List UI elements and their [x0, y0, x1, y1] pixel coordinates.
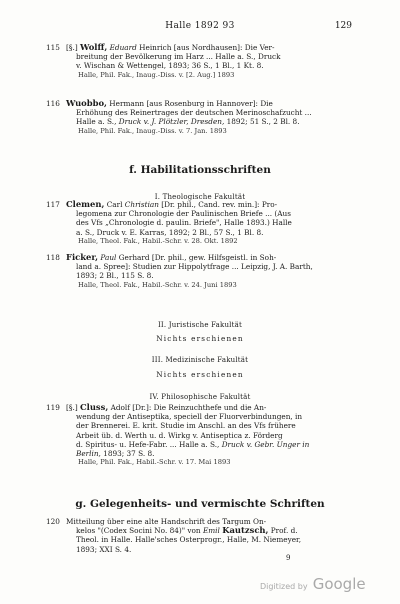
entry-line: der Brennerei. E. krit. Studie im Anschl. an des Vfs frühere — [76, 421, 296, 431]
entry-line: 1893; 2 Bl., 115 S. 8. — [76, 271, 154, 281]
entry-line: Wuobbo, Hermann [aus Rosenburg in Hannover]: Die — [66, 98, 273, 108]
entry-line: Halle a. S., Druck v. J. Plötzler, Dresden, 1892; 51 S., 2 Bl. 8. — [76, 117, 300, 127]
faculty-philosophy-heading: IV. Philosophische Fakultät — [149, 393, 251, 401]
italic-text: Paul — [100, 253, 117, 262]
author-surname: Cluss, — [79, 402, 109, 412]
author-surname: Kautzsch, — [222, 525, 269, 536]
italic-text: Druck v. Gebr. Unger in — [221, 439, 310, 449]
entry-line: breitung der Bevölkerung im Harz ... Halle a. S., Druck — [76, 52, 281, 62]
author-surname: Wolff, — [79, 42, 108, 52]
entry-120 — [46, 517, 362, 554]
entry-117 — [46, 199, 362, 246]
entry-faculty-note: Halle, Phil. Fak., Habil.-Schr. v. 17. Mai 1893 — [78, 458, 231, 467]
section-gelegenheitsschriften — [0, 492, 400, 511]
entry-number: 115 — [46, 43, 60, 52]
italic-text: Druck v. J. Plötzler, Dresden, — [118, 117, 225, 127]
signature-mark: 9 — [286, 554, 291, 562]
entry-number: 118 — [46, 253, 60, 262]
entry-line: [§.] Wolff, Eduard Heinrich [aus Nordhausen]: Die Ver- — [66, 42, 275, 52]
entry-118 — [46, 252, 362, 290]
entry-line: Ficker, Paul Gerhard [Dr. phil., gew. Hilfsgeistl. in Soh- — [66, 252, 277, 262]
entry-number: 116 — [46, 99, 60, 108]
entry-faculty-note: Halle, Theol. Fak., Habil.-Schr. v. 24. Juni 1893 — [78, 280, 237, 289]
entry-line: kelos "(Codex Socini No. 84)" von Emil Kautzsch, Prof. d. — [76, 525, 298, 536]
entry-115 — [46, 42, 362, 80]
page-number: 129 — [334, 21, 352, 31]
entry-line: wendung der Antiseptika, speciell der Fluorverbindungen, in — [76, 412, 303, 422]
italic-text: Emil — [202, 526, 220, 536]
entry-faculty-note: Halle, Phil. Fak., Inaug.-Diss. v. [2. Aug.] 1893 — [78, 70, 235, 79]
faculty-law-note: Nichts erschienen — [156, 334, 244, 343]
faculty-law-heading: II. Juristische Fakultät — [157, 321, 243, 329]
entry-116 — [46, 98, 362, 136]
digitization-watermark — [260, 574, 366, 593]
entry-line: [§.] Cluss, Adolf [Dr.]: Die Reinzuchthefe und die An- — [66, 402, 267, 412]
faculty-medicine-heading: III. Medizinische Fakultät — [151, 356, 249, 364]
entry-119 — [46, 402, 362, 467]
italic-text: Eduard — [109, 43, 137, 52]
entry-line: Arbeit üb. d. Werth u. d. Wirkg v. Antiseptica z. Förderg — [76, 430, 283, 440]
running-header — [0, 21, 400, 35]
entry-number: 120 — [46, 517, 60, 526]
italic-text: Christian — [124, 200, 159, 209]
entry-number: 119 — [46, 403, 60, 412]
header-title: Halle 1892 93 — [165, 21, 235, 31]
entry-line: Clemen, Carl Christian [Dr. phil., Cand. rev. min.]: Pro- — [66, 199, 278, 209]
entry-line: d. Spiritus- u. Hefe-Fabr. ... Halle a. S., Druck v. Gebr. Unger in — [76, 439, 310, 449]
entry-line: legomena zur Chronologie der Paulinischen Briefe ... (Aus — [76, 209, 291, 219]
faculty-theology-heading: I. Theologische Fakultät — [154, 193, 246, 201]
entry-line: 1893; XXI S. 4. — [76, 544, 132, 554]
entry-line: Mitteilung über eine alte Handschrift des Targum On- — [66, 517, 267, 526]
watermark-prefix: Digitized by — [260, 582, 308, 591]
entry-line: a. S., Druck v. E. Karras, 1892; 2 Bl., 57 S., 1 Bl. 8. — [76, 227, 264, 237]
section-title: g. Gelegenheits- und vermischte Schriften — [75, 498, 325, 510]
entry-line: land a. Spree]: Studien zur Hippolytfrage ... Leipzig, J. A. Barth, — [76, 262, 313, 272]
italic-text: Berlin, — [76, 449, 101, 459]
entry-line: des Vfs „Chronologie d. paulin. Briefe", Halle 1893.) Halle — [76, 218, 292, 228]
faculty-medicine-note: Nichts erschienen — [156, 370, 244, 379]
entry-line: Theol. in Halle. Halle'sches Osterprogr., Halle, M. Niemeyer, — [76, 535, 302, 545]
section-habilitationsschriften — [0, 158, 400, 177]
author-surname: Clemen, — [66, 199, 105, 209]
section-title: f. Habilitationsschriften — [129, 164, 271, 176]
entry-faculty-note: Halle, Theol. Fak., Habil.-Schr. v. 28. Okt. 1892 — [78, 236, 238, 245]
entry-faculty-note: Halle, Phil. Fak., Inaug.-Diss. v. 7. Jan. 1893 — [78, 126, 227, 135]
google-logo: Google — [312, 575, 366, 593]
entry-line: Erhöhung des Reinertrages der deutschen Merinoschafzucht ... — [76, 108, 312, 118]
entry-line: v. Wischan & Wettengel, 1893; 36 S., 1 Bl., 1 Kt. 8. — [76, 61, 264, 71]
entry-line: Berlin, 1893; 37 S. 8. — [76, 449, 155, 459]
author-surname: Ficker, — [66, 252, 99, 262]
entry-number: 117 — [46, 200, 60, 209]
author-surname: Wuobbo, — [66, 98, 107, 108]
